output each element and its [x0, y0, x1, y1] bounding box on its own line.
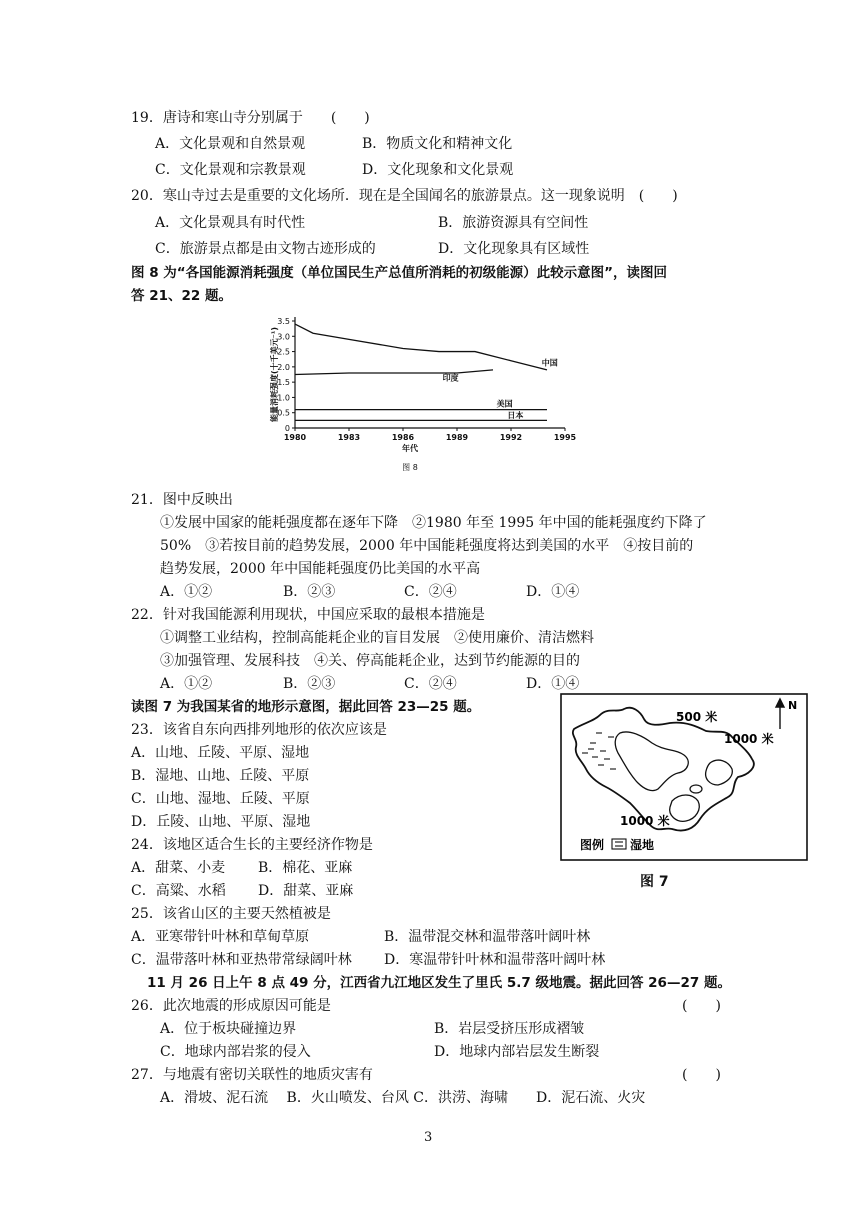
q22-option-d: D．①④ — [526, 676, 580, 692]
y-tick-label: 3.0 — [277, 332, 290, 342]
figure-8-caption: 图 8 — [402, 463, 418, 472]
series-label-中国: 中国 — [541, 358, 558, 368]
q20-stem: 20．寒山寺过去是重要的文化场所．现在是全国闻名的旅游景点。这一现象说明 ( ) — [131, 188, 678, 204]
q20-option-b: B．旅游资源具有空间性 — [438, 215, 589, 231]
q22-option-b: B．②③ — [283, 676, 336, 692]
q21-statement-line1: ①发展中国家的能耗强度都在逐年下降 ②1980 年至 1995 年中国的能耗强度约下降了 — [160, 515, 707, 531]
q21-stem: 21．图中反映出 — [131, 492, 233, 508]
q19-option-c: C．文化景观和宗教景观 — [155, 162, 306, 178]
q21-option-c: C．②④ — [404, 584, 457, 600]
q26-intro: 11 月 26 日上午 8 点 49 分，江西省九江地区发生了里氏 5.7 级地震。据此回答 26—27 题。 — [147, 975, 731, 991]
series-label-日本: 日本 — [507, 410, 524, 420]
q22-statement-line1: ①调整工业结构，控制高能耗企业的盲目发展 ②使用廉价、清洁燃料 — [160, 630, 594, 646]
q23-option-c: C．山地、湿地、丘陵、平原 — [131, 791, 310, 807]
q23-option-d: D．丘陵、山地、平原、湿地 — [131, 814, 311, 830]
y-tick-label: 0 — [284, 424, 290, 433]
page-number: 3 — [424, 1130, 433, 1145]
north-label: N — [788, 699, 798, 712]
series-line-中国 — [295, 324, 547, 370]
q24-option-d: D．甜菜、亚麻 — [258, 883, 354, 899]
q25-option-a: A．亚寒带针叶林和草甸草原 — [131, 929, 310, 945]
q26-option-a: A．位于板块碰撞边界 — [160, 1021, 297, 1037]
q25-option-b: B．温带混交林和温带落叶阔叶林 — [384, 929, 591, 945]
q22-option-c: C．②④ — [404, 676, 457, 692]
q22-stem: 22．针对我国能源利用现状，中国应采取的最根本措施是 — [131, 607, 485, 623]
y-tick-label: 0.5 — [277, 408, 290, 418]
y-tick-label: 2.0 — [277, 362, 290, 372]
legend-label: 图例 — [580, 838, 605, 852]
q24-stem: 24．该地区适合生长的主要经济作物是 — [131, 837, 373, 853]
series-line-印度 — [295, 370, 493, 375]
series-label-印度: 印度 — [442, 373, 459, 383]
q24-option-c: C．高粱、水稻 — [131, 883, 226, 899]
y-tick-label: 3.5 — [277, 317, 290, 326]
q23-option-a: A．山地、丘陵、平原、湿地 — [131, 745, 310, 761]
x-tick-label: 1980 — [283, 433, 307, 442]
x-tick-label: 1989 — [445, 433, 469, 442]
q25-option-d: D．寒温带针叶林和温带落叶阔叶林 — [384, 952, 606, 968]
q26-option-d: D．地球内部岩层发生断裂 — [434, 1044, 600, 1060]
q22-option-a: A．①② — [160, 676, 213, 692]
q26-answer-paren: ( ) — [682, 998, 721, 1014]
x-tick-label: 1995 — [553, 433, 577, 442]
q25-stem: 25．该省山区的主要天然植被是 — [131, 906, 331, 922]
x-tick-label: 1983 — [337, 433, 361, 442]
q19-option-a: A．文化景观和自然景观 — [155, 136, 306, 152]
figure-7-caption: 图 7 — [640, 874, 669, 890]
q27-options: A．滑坡、泥石流 B．火山喷发、台风 C．洪涝、海啸 D．泥石流、火灾 — [160, 1090, 646, 1106]
q27-answer-paren: ( ) — [682, 1067, 721, 1083]
q19-option-b: B．物质文化和精神文化 — [362, 136, 513, 152]
contour-label-1000-south: 1000 米 — [620, 814, 670, 828]
y-tick-label: 2.5 — [277, 347, 290, 357]
q22-statement-line2: ③加强管理、发展科技 ④关、停高能耗企业，达到节约能源的目的 — [160, 653, 580, 669]
q19-option-d: D．文化现象和文化景观 — [362, 162, 514, 178]
q23-option-b: B．湿地、山地、丘陵、平原 — [131, 768, 310, 784]
q20-option-d: D．文化现象具有区域性 — [438, 241, 590, 257]
q24-option-b: B．棉花、亚麻 — [258, 860, 353, 876]
x-tick-label: 1986 — [391, 433, 415, 442]
q26-option-c: C．地球内部岩浆的侵入 — [160, 1044, 311, 1060]
q20-option-a: A．文化景观具有时代性 — [155, 215, 306, 231]
energy-intensity-chart — [265, 313, 585, 473]
q21-statement-line2: 50% ③若按目前的趋势发展，2000 年中国能耗强度将达到美国的水平 ④按目前的 — [160, 538, 694, 554]
q25-option-c: C．温带落叶林和亚热带常绿阔叶林 — [131, 952, 352, 968]
fig7-intro: 读图 7 为我国某省的地形示意图，据此回答 23—25 题。 — [131, 699, 481, 715]
q27-stem: 27．与地震有密切关联性的地质灾害有 — [131, 1067, 373, 1083]
q26-stem: 26．此次地震的形成原因可能是 — [131, 998, 331, 1014]
x-axis-label: 年代 — [402, 444, 418, 453]
province-terrain-map — [560, 693, 808, 893]
q24-option-a: A．甜菜、小麦 — [131, 860, 226, 876]
q20-option-c: C．旅游景点都是由文物古迹形成的 — [155, 241, 376, 257]
q21-statement-line3: 趋势发展，2000 年中国能耗强度仍比美国的水平高 — [160, 561, 481, 577]
y-tick-label: 1.0 — [277, 393, 290, 403]
x-tick-label: 1992 — [499, 433, 523, 442]
series-label-美国: 美国 — [496, 399, 513, 409]
y-tick-label: 1.5 — [277, 378, 290, 388]
q21-option-b: B．②③ — [283, 584, 336, 600]
contour-label-500: 500 米 — [676, 710, 718, 724]
contour-label-1000-east: 1000 米 — [724, 732, 774, 746]
y-axis-label: 能量消耗强度(十千美元⁻¹) — [270, 326, 279, 423]
q19-stem: 19．唐诗和寒山寺分别属于 ( ) — [131, 110, 370, 126]
fig8-intro-line2: 答 21、22 题。 — [131, 288, 232, 304]
q21-option-d: D．①④ — [526, 584, 580, 600]
fig8-intro-line1: 图 8 为“各国能源消耗强度（单位国民生产总值所消耗的初级能源）此较示意图”，读图回 — [131, 265, 668, 281]
q26-option-b: B．岩层受挤压形成褶皱 — [434, 1021, 585, 1037]
q23-stem: 23．该省自东向西排列地形的依次应该是 — [131, 722, 387, 738]
legend-wetland-label: 湿地 — [630, 838, 655, 852]
q21-option-a: A．①② — [160, 584, 213, 600]
